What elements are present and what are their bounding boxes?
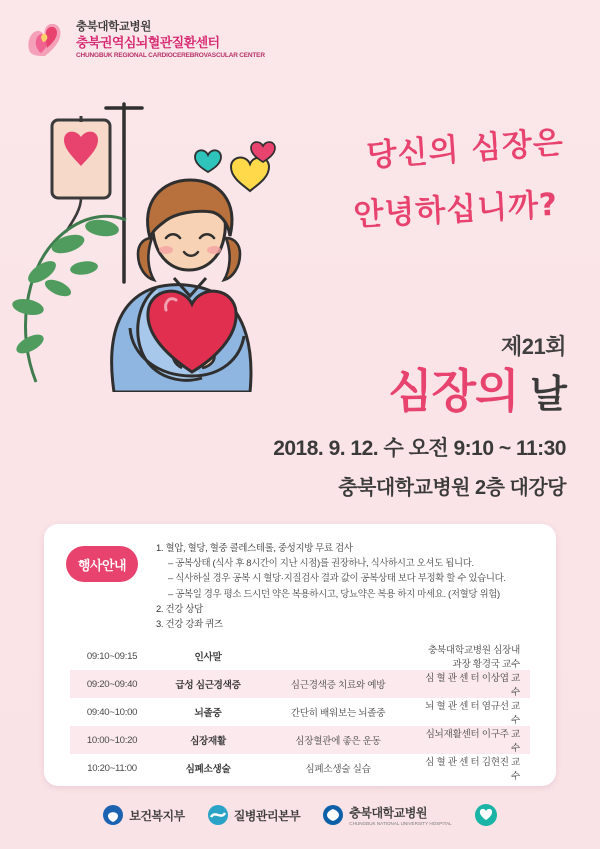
cell-time: 09:20~09:40: [86, 678, 138, 690]
footer-logo-ccvc: [474, 803, 498, 827]
info-card: [44, 524, 556, 786]
title-main-dark: 날: [530, 374, 566, 416]
table-row: [70, 698, 530, 726]
footer-label-text: 충북대학교병원: [349, 806, 427, 820]
center-name-en: CHUNGBUK REGIONAL CARDIOCEREBROVASCULAR CENTER: [76, 51, 265, 59]
note-item: 3. 건강 강좌 퀴즈: [156, 618, 223, 630]
cell-speaker: 충북대학교병원 심장내과장 황경국 교수: [427, 645, 520, 670]
cell-desc: 심폐소생술 실습: [305, 764, 371, 775]
schedule-table: [70, 642, 530, 782]
footer-label: [349, 804, 451, 826]
footer-logos: [0, 803, 600, 827]
footer-logo-ministry: [102, 804, 184, 826]
hospital-icon: [322, 804, 344, 826]
cell-time: 10:00~10:20: [86, 734, 138, 746]
cell-desc: 심장혈관에 좋은 운동: [295, 736, 381, 747]
table-row: [70, 670, 530, 698]
headline-line1: 당신의 심장은: [365, 124, 566, 175]
footer-logo-kcdc: [207, 804, 301, 826]
cell-desc: [262, 642, 414, 670]
headline: [234, 124, 566, 234]
cell-topic: 인사말: [194, 652, 222, 663]
headline-line2: 안녕하십니까?: [352, 186, 559, 234]
page-title: [206, 365, 566, 418]
kcdc-icon: [207, 804, 229, 826]
title-block: [206, 330, 566, 500]
note-item: 1. 혈압, 혈당, 혈중 콜레스테롤, 중성지방 무료 검사: [156, 542, 353, 553]
event-venue: 충북대학교병원 2층 대강당: [338, 476, 566, 499]
footer-label: 질병관리본부: [233, 808, 301, 823]
cell-topic: 심폐소생술: [185, 764, 231, 775]
cell-speaker: 심 혈 관 센 터 이상엽 교수: [425, 673, 520, 698]
cell-topic: 심장재활: [190, 736, 226, 747]
note-item: – 공복상태 (식사 후 8시간이 지난 시점)를 권장하나, 식사하시고 오셔도 됩니다.: [168, 557, 474, 569]
table-row: [70, 726, 530, 754]
title-main-red: 심장의: [388, 365, 519, 417]
event-datetime: 2018. 9. 12. 수 오전 9:10 ~ 11:30: [273, 436, 566, 460]
table-row: [70, 642, 530, 670]
mini-heart-teal-icon: [193, 146, 223, 179]
cell-speaker: 심뇌재활센터 이구주 교수: [425, 729, 520, 754]
heart-hands-icon: [24, 18, 68, 62]
hospital-name: 충북대학교병원: [76, 21, 151, 34]
status-badge: 행사안내: [66, 546, 138, 582]
cell-speaker: 뇌 혈 관 센 터 염규선 교수: [425, 701, 520, 726]
note-item: 2. 건강 상담: [156, 602, 203, 614]
notes-list: [156, 540, 538, 631]
footer-label-sub: CHUNGBUK NATIONAL UNIVERSITY HOSPITAL: [349, 821, 452, 826]
note-item: – 식사하실 경우 공복 시 혈당·지질검사 결과 값이 공복상태 보다 부정확 할 수 있습니다.: [168, 572, 506, 584]
center-name: 충북권역심뇌혈관질환센터: [76, 34, 220, 50]
footer-label: 보건복지부: [129, 808, 185, 823]
cell-speaker: 심 혈 관 센 터 김현진 교수: [425, 757, 520, 782]
cell-time: 10:20~11:00: [87, 762, 137, 774]
ministry-health-icon: [102, 804, 124, 826]
cell-topic: 급성 심근경색증: [175, 680, 241, 691]
cell-desc: 심근경색증 치료와 예방: [290, 680, 386, 691]
header-logo: [24, 18, 265, 62]
table-row: [70, 754, 530, 782]
cell-topic: 뇌졸중: [194, 708, 222, 719]
note-item: – 공복일 경우 평소 드시던 약은 복용하시고, 당뇨약은 복용 하지 마세요. (저혈당 위험): [168, 587, 500, 599]
footer-logo-hospital: [322, 804, 451, 826]
ccvc-mark-icon: [474, 803, 498, 827]
header-logo-text: [76, 20, 265, 60]
edition-label: 제21회: [501, 334, 566, 359]
cell-time: 09:40~10:00: [86, 706, 138, 718]
cell-time: 09:10~09:15: [86, 650, 138, 662]
cell-desc: 간단히 배워보는 뇌졸중: [290, 708, 386, 719]
